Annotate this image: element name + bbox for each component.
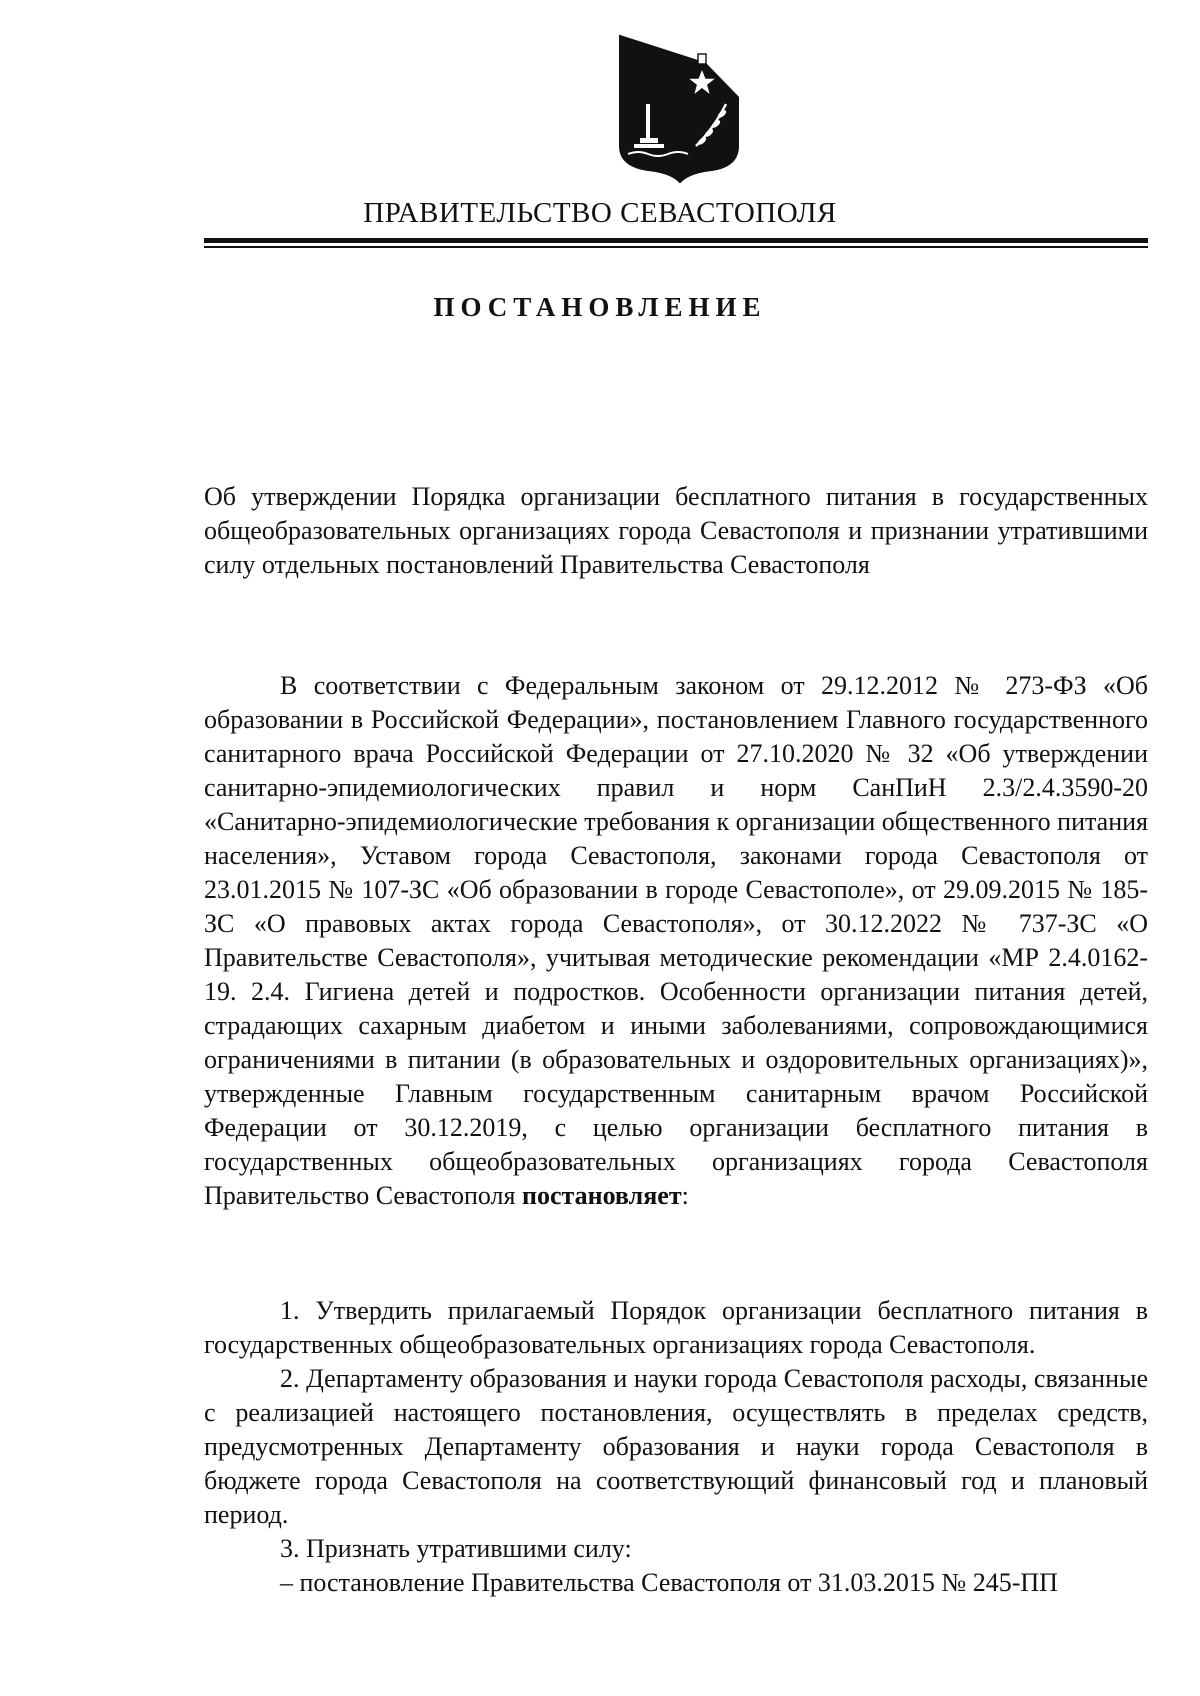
item-3-subitem: – постановление Правительства Севастополя от 31.03.2015 № 245-ПП (280, 1568, 1058, 1597)
item-2: 2. Департаменту образования и науки города Севастополя расходы, связанные с реализацией настоящего постановления, осуществлять в пределах средств, предусмотренных Департаменту образования и науки города Севастополя в бюджете города Севастополя на соответствующий финансовый год и плановый период. (204, 1364, 1148, 1529)
item-1: 1. Утвердить прилагаемый Порядок организации бесплатного питания в государственных общеобразовательных организациях города Севастополя. (204, 1296, 1148, 1359)
preamble-decree-word: постановляет (521, 1181, 682, 1210)
preamble-paragraph (204, 669, 1148, 1213)
item-3: 3. Признать утратившими силу: (280, 1534, 632, 1563)
resolution-items (204, 1294, 1148, 1600)
organization-name: ПРАВИТЕЛЬСТВО СЕВАСТОПОЛЯ (363, 197, 837, 229)
header-divider-thin (204, 246, 1148, 248)
preamble-tail: : (681, 1181, 689, 1210)
coat-of-arms-icon (618, 34, 742, 184)
document-type-heading: ПОСТАНОВЛЕНИЕ (433, 292, 767, 322)
header-divider-thick (204, 238, 1148, 243)
preamble-text: В соответствии с Федеральным законом от 29.12.2012 № 273-ФЗ «Об образовании в Российской Федерации», постановлением Главного государственного санитарного врача Российской Федерации от 27.10.2020 № 32 «Об утверждении санитарно-эпидемиологических правил и норм СанПиН 2.3/2.4.3590-20 «Санитарно-эпидемиологические требования к организации общественного питания населения», Уставом города Севастополя, законами города Севастополя от 23.01.2015 № 107-ЗС «Об образовании в городе Севастополе», от 29.09.2015 № 185-ЗС «О правовых актах города Севастополя», от 30.12.2022 № 737-ЗС «О Правительстве Севастополя», учитывая методические рекомендации «МР 2.4.0162-19. 2.4. Гигиена детей и подростков. Особенности организации питания детей, страдающих сахарным диабетом и иными заболеваниями, сопровождающимися ограничениями в питании (в образовательных и оздоровительных организациях)», утвержденные Главным государственным санитарным врачом Российской Федерации от 30.12.2019, с целью организации бесплатного питания в государственных общеобразовательных организациях города Севастополя Правительство Севастополя (204, 671, 1148, 1210)
document-title: Об утверждении Порядка организации бесплатного питания в государственных общеобразовательных организациях города Севастополя и признании утратившими силу отдельных постановлений Правительства Севастополя (204, 482, 1148, 579)
